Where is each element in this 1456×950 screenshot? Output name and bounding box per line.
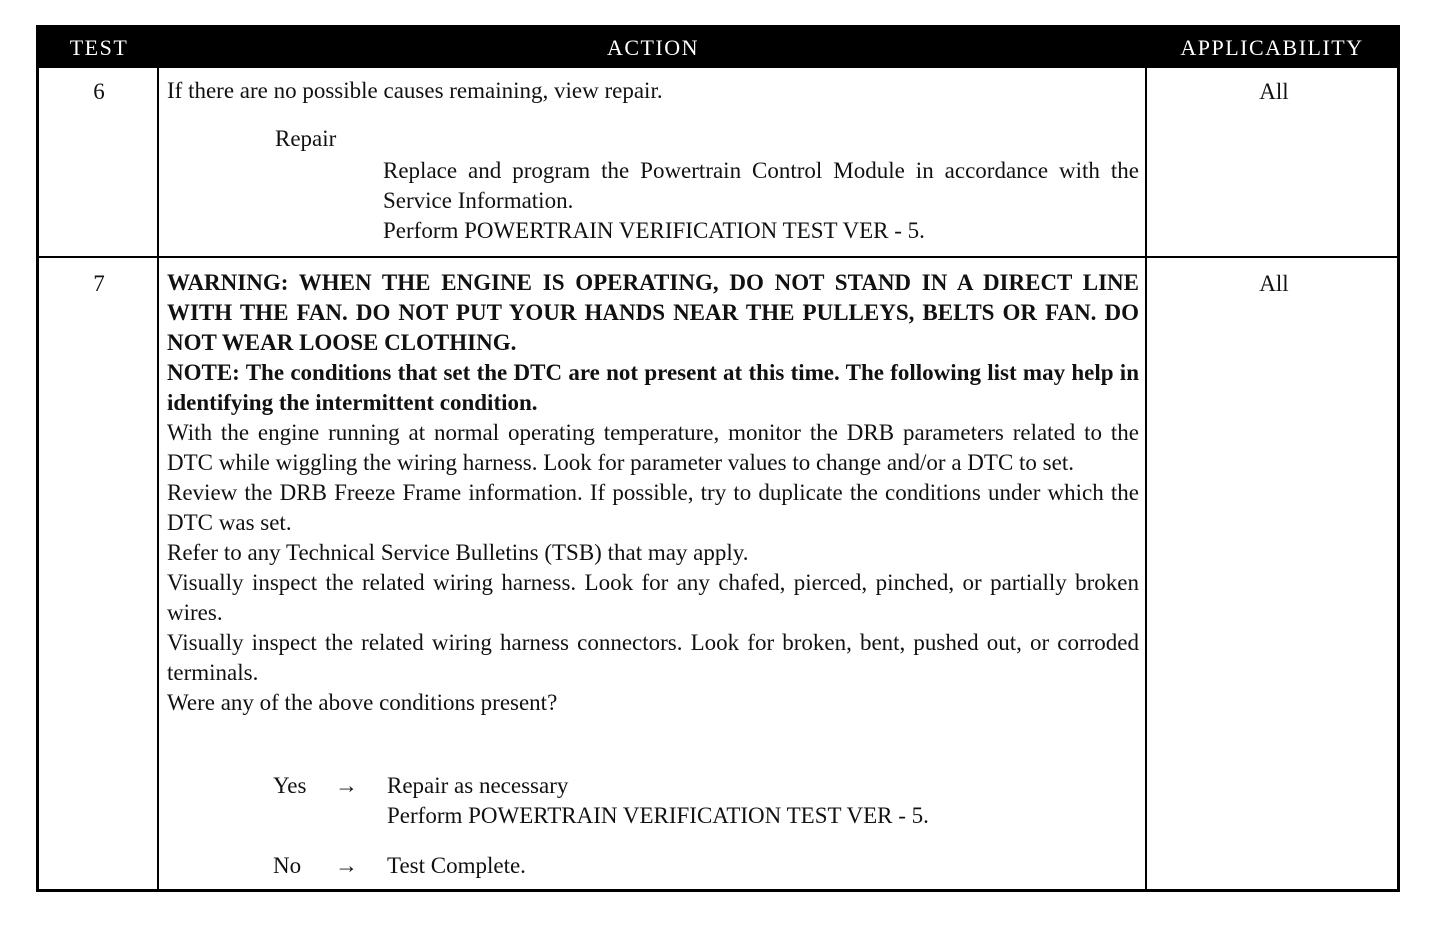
question-text: Were any of the above conditions present? <box>167 690 558 715</box>
applicability-value: All <box>1259 79 1289 104</box>
step-tsb: Refer to any Technical Service Bulletins (TSB) that may apply. <box>167 540 749 565</box>
diagnostic-test-table <box>36 25 1400 892</box>
no-branch <box>273 851 526 881</box>
header-test: TEST <box>69 35 129 60</box>
no-label: No <box>273 853 302 878</box>
right-arrow-icon: → <box>335 773 358 798</box>
column-divider-test <box>157 68 159 889</box>
warning-text: WARNING: WHEN THE ENGINE IS OPERATING, DO NOT STAND IN A DIRECT LINE WITH THE FAN. DO NOT PUT YOUR HANDS NEAR THE PULLEYS, BELTS OR FAN. DO NOT WEAR LOOSE CLOTHING. <box>167 270 1139 355</box>
action-body <box>167 268 1139 718</box>
yes-perform: Perform POWERTRAIN VERIFICATION TEST VER - 5. <box>387 803 929 828</box>
yes-branch <box>273 771 929 831</box>
test-number: 6 <box>93 79 105 104</box>
table-header <box>39 28 1397 68</box>
row-divider <box>39 256 1397 258</box>
repair-text: Replace and program the Powertrain Control Module in accordance with the Service Information. <box>383 158 1139 213</box>
test-number: 7 <box>93 271 105 296</box>
yes-label: Yes <box>273 773 307 798</box>
step-inspect-harness: Visually inspect the related wiring harness. Look for any chafed, pierced, pinched, or partially broken wires. <box>167 570 1139 625</box>
header-applicability: APPLICABILITY <box>1180 35 1364 60</box>
note-text: NOTE: The conditions that set the DTC are not present at this time. The following list may help in identifying the intermittent condition. <box>167 360 1139 415</box>
step-inspect-connectors: Visually inspect the related wiring harness connectors. Look for broken, bent, pushed out, or corroded terminals. <box>167 630 1139 685</box>
applicability-value: All <box>1259 271 1289 296</box>
header-action: ACTION <box>606 35 700 60</box>
repair-label: Repair <box>275 126 337 151</box>
right-arrow-icon: → <box>335 853 358 878</box>
action-intro: If there are no possible causes remaining, view repair. <box>167 78 663 103</box>
step-freeze-frame: Review the DRB Freeze Frame information. If possible, try to duplicate the conditions under which the DTC was set. <box>167 480 1139 535</box>
no-action: Test Complete. <box>387 853 526 878</box>
step-monitor-drb: With the engine running at normal operating temperature, monitor the DRB parameters related to the DTC while wiggling the wiring harness. Look for parameter values to change and/or a DTC to set. <box>167 420 1139 475</box>
repair-perform: Perform POWERTRAIN VERIFICATION TEST VER - 5. <box>383 218 925 243</box>
column-divider-action <box>1145 68 1147 889</box>
yes-action: Repair as necessary <box>387 773 569 798</box>
